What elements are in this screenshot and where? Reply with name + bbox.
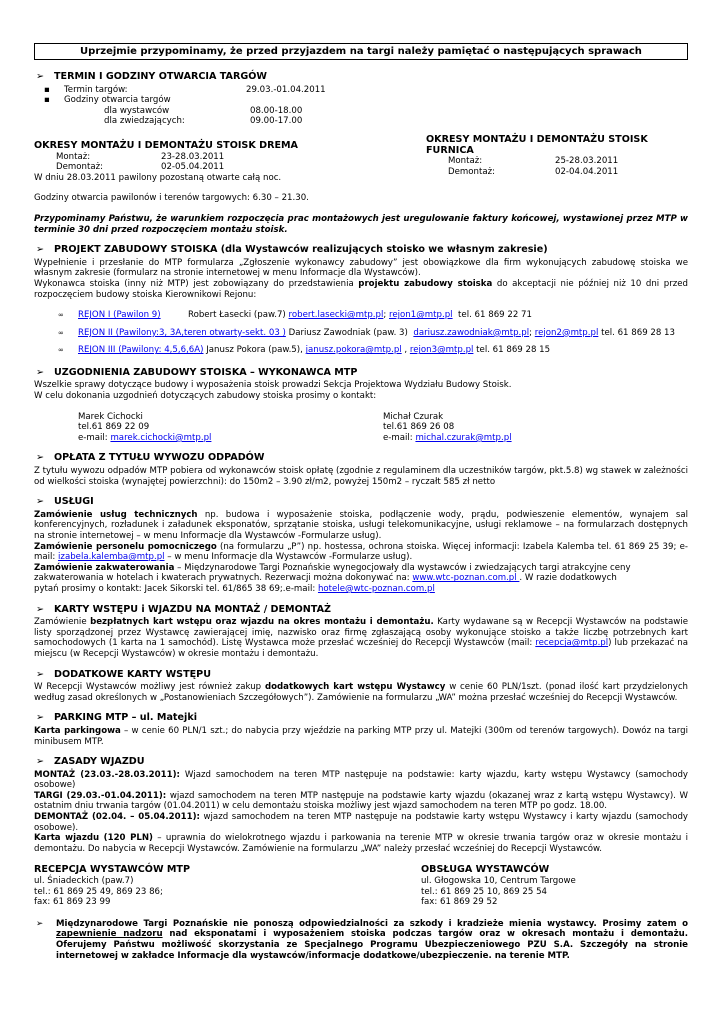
drema-heading: OKRESY MONTAŻU I DEMONTAŻU STOISK DREMA [34, 139, 298, 151]
uslugi-heading: ➢ USŁUGI [36, 496, 94, 508]
dodatkowe-heading: ➢ DODATKOWE KARTY WSTĘPU [36, 668, 211, 680]
arrow-bullet-icon: ➢ [36, 452, 45, 464]
recepcja-block: RECEPCJA WYSTAWCÓW MTP ul. Śniadeckich (paw.7) tel.: 61 869 25 49, 869 23 86; fax: 61 869 23 99 [34, 864, 190, 908]
payment-reminder: Przypominamy Państwu, że warunkiem rozpoczęcia prac montażowych jest uregulowanie faktury końcowej, wystawionej przez MTP w terminie 30 dni przed rozpoczęciem montażu stoisk. [34, 213, 688, 235]
kalemba-email-link[interactable]: izabela.kalemba@mtp.pl [58, 552, 165, 563]
arrow-bullet-icon: ➢ [36, 366, 45, 378]
projekt-heading: ➢ PROJEKT ZABUDOWY STOISKA (dla Wystawców realizujących stoisko we własnym zakresie) [36, 244, 548, 256]
furnica-block: OKRESY MONTAŻU I DEMONTAŻU STOISK FURNICA Montaż: 25-28.03.2011 Demontaż: 02-04.04.2011 [426, 135, 688, 183]
arrow-bullet-icon: ➢ [36, 756, 45, 768]
square-bullet-icon: ▪ [44, 95, 50, 106]
parking-paragraph: Karta parkingowa – w cenie 60 PLN/1 szt.; do nabycia przy wjeździe na parking MTP przy ul. Matejki (300m od terenów targowych). Dowóz na targi minibusem MTP. [34, 725, 688, 747]
rejon-2-email[interactable]: rejon2@mtp.pl [534, 327, 599, 338]
rejon-1-row: ∞ REJON I (Pawilon 9) Robert Łasecki (paw.7) robert.lasecki@mtp.pl ; rejon1@mtp.pl tel. 61 869 22 71 [58, 310, 532, 321]
rejon-2-email-personal[interactable]: dariusz.zawodniak@mtp.pl [413, 327, 530, 338]
contact-offices [34, 865, 688, 907]
opening-hours-note: Godziny otwarcia pawilonów i terenów targowych: 6.30 – 21.30. [34, 193, 309, 204]
infinity-bullet-icon: ∞ [58, 346, 64, 355]
rejon-2-label: REJON II (Pawilony:3, 3A,teren otwarty-sekt. 03 ) [78, 327, 286, 338]
rejon-3-email[interactable]: rejon3@mtp.pl [409, 345, 474, 356]
czurak-email-link[interactable]: michal.czurak@mtp.pl [415, 432, 512, 443]
parking-heading: ➢ PARKING MTP – ul. Matejki [36, 712, 197, 724]
contacts [78, 412, 688, 444]
projekt-paragraph-2: Wykonawca stoiska (inny niż MTP) jest zobowiązany do przedstawienia projektu zabudowy stoiska do akceptacji nie później niż 10 dni przed rozpoczęciem budowy stoiska Kierownikowi Rejonu: [34, 278, 688, 300]
document-page: Uprzejmie przypominamy, że przed przyjazdem na targi należy pamiętać o następujących sprawach ➢ TERMIN I GODZINY OTWARCIA TARGÓW ▪ Termin targów: 29.03.-01.04.2011 ▪ Godziny otwarcia targów dla wystawców 08.00-18.00 dla zwiedzających: 09.00-17.00 OKRESY MONTAŻU I DEMONTAŻU STOISK DREMA Montaż: 23-28.03.2011 Demontaż: 02-05.04.2011 W dniu 28.03.2011 pawilony pozostaną otwarte całą noc. OKRESY MONTAŻU I DEMONTAŻU STOISK FURNICA Montaż: 25-28.03.2011 Demontaż: 02-04.04.2011 Godziny otwarcia pawilonów i terenów targowych: 6.30 – 21.30. Przypominamy Państwu, że warunkiem rozpoczęcia prac montażowych jest uregulowanie faktury końcowej, wystawionej przez MTP w terminie 30 dni przed rozpoczęciem montażu stoisk. ➢ PROJEKT ZABUDOWY STOISKA (dla Wystawców realizujących stoisko we własnym zakresie) Wypełnienie i przesłanie do MTP formularza „Zgłoszenie wykonawcy zabudowy” jest obowiązkowe dla firm wykonujących zabudowę stoiska we własnym zakresie (formularz na stronie internetowej w menu Informacje dla Wystawców). Wykonawca stoiska (inny niż MTP) jest zobowiązany do przedstawienia projektu zabudowy stoiska do akceptacji nie później niż 10 dni przed rozpoczęciem budowy stoiska Kierownikowi Rejonu: ∞ REJON I (Pawilon 9) Robert Łasecki (paw.7) robert.lasecki@mtp.pl ; rejon1@mtp.pl tel. 61 869 22 71 ∞ REJON II (Pawilony:3, 3A,teren otwarty-sekt. 03 ) Dariusz Zawodniak (paw. 3) dariusz.zawodniak@mtp.pl ; rejon2@mtp.pl tel. 61 869 28 13 ∞ REJON III (Pawilony: 4,5,6,6A) Janusz Pokora (paw.5), janusz.pokora@mtp.pl , rejon3@mtp.pl tel. 61 869 28 15 ➢ UZGODNIENIA ZABUDOWY STOISKA – WYKONAWCA MTP Wszelkie sprawy dotyczące budowy i wyposażenia stoisk prowadzi Sekcja Projektowa Wydziału Budowy Stoisk. W celu dokonania uzgodnień dotyczących zabudowy stoiska prosimy o kontakt: Marek Cichocki tel.61 869 22 09 e-mail: marek.cichocki@mtp.pl Michał Czurak tel.61 869 26 08 e-mail: michal.czurak@mtp.pl ➢ OPŁATA Z TYTUŁU WYWOZU ODPADÓW Z tytułu wywozu odpadów MTP pobiera od wykonawców stoisk opłatę (zgodnie z regulaminem dla uczestników targów, pkt.5.8) wg stawek w zależności od wielkości stoiska (wynajętej powierzchni): do 150m2 – 3.90 zł/m2, powyżej 150m2 – ryczałt 585 zł netto ➢ USŁUGI Zamówienie usług technicznych np. budowa i wyposażenie stoiska, podłączenie wody, prądu, podwieszenie elementów, wynajem sal konferencyjnych, rozładunek i załadunek eksponatów, sprzątanie stoiska, usługi telekomunikacyjne, usługi reklamowe – na formularzach dostępnych na stronie internetowej – w menu Informacje dla Wystawców -Formularze usług). Zamówienie personelu pomocniczego (na formularzu „P”) np. hostessa, ochrona stoiska. Więcej informacji: Izabela Kalemba tel. 61 869 25 39; e-mail: izabela.kalemba@mtp.pl – w menu Informacje dla Wystawców -Formularze usług). Zamówienie zakwaterowania – Międzynarodowe Targi Poznańskie wynegocjowały dla wystawców i zwiedzających targi atrakcyjne ceny zakwaterowania w hotelach i kwaterach prywatnych. Rezerwacji można dokonywać na: www.wtc-poznan.com.pl . W razie dodatkowych pytań prosimy o kontakt: Jacek Sikorski tel. 61/865 38 69;.e-mail: hotele@wtc-poznan.com.pl ➢ KARTY WSTĘPU i WJAZDU NA MONTAŻ / DEMONTAŻ Zamówienie bezpłatnych kart wstępu oraz wjazdu na okres montażu i demontażu. Karty wydawane są w Recepcji Wystawców na podstawie listy sporządzonej przez Wystawcę zawierającej imię, nazwisko oraz firmę zgłaszającą osoby wykonujące stoisko a także liczbę potrzebnych kart samochodowych (1 karta na 1 samochód). Listę Wystawca może przesłać wcześniej do Recepcji Wystawców (mail: recepcja@mtp.pl) lub przekazać na miejscu (w Recepcji Wystawców) w okresie montażu i demontażu. ➢ DODATKOWE KARTY WSTĘPU W Recepcji Wystawców możliwy jest również zakup dodatkowych kart wstępu Wystawcy w cenie 60 PLN/1szt. (ponad ilość kart przydzielonych według zasad określonych w „Postanowieniach Szczegółowych”). Zamówienie na formularzu „WA” można przesłać wcześniej do Recepcji Wystawców. ➢ PARKING MTP – ul. Matejki Karta parkingowa – w cenie 60 PLN/1 szt.; do nabycia przy wjeździe na parking MTP przy ul. Matejki (300m od terenów targowych). Dowóz na targi minibusem MTP. ➢ ZASADY WJAZDU MONTAŻ (23.03.-28.03.2011): Wjazd samochodem na teren MTP następuje na podstawie: karty wjazdu, karty wstępu Wystawcy (samochody osobowe) TARGI (29.03.-01.04.2011): wjazd samochodem na teren MTP następuje na podstawie karty wjazdu (okazanej wraz z kartą wstępu Wystawcy). W ostatnim dniu trwania targów (01.04.2011) w celu demontażu stoiska możliwy jest wjazd samochodem na teren MTP po godz. 18.00. DEMONTAŻ (02.04. – 05.04.2011): wjazd samochodem na teren MTP następuje na podstawie karty wstępu Wystawcy i karty wjazdu (samochody osobowe). Karta wjazdu (120 PLN) – uprawnia do wielokrotnego wjazdu i parkowania na terenie MTP w okresie trwania targów oraz w okresie montażu i demontażu. Do nabycia w Recepcji Wystawców. Zamówienie na formularzu „WA” należy przesłać wcześniej do Recepcji Wystawców. RECEPCJA WYSTAWCÓW MTP ul. Śniadeckich (paw.7) tel.: 61 869 25 49, 869 23 86; fax: 61 869 23 99 OBSŁUGA WYSTAWCÓW ul. Głogowska 10, Centrum Targowe tel.: 61 869 25 10, 869 25 54 fax: 61 869 29 52 ➢ Międzynarodowe Targi Poznańskie nie ponoszą odpowiedzialności za szkody i kradzieże mienia wystawcy. Prosimy zatem o zapewnienie nadzoru nad eksponatami i wyposażeniem stoiska podczas targów oraz w okresach montażu i demontażu. Oferujemy Państwu możliwość skorzystania ze Specjalnego Programu Ubezpieczeniowego PZU S.A. Szczegóły na stronie internetowej w zakładce Informacje dla wystawców/informacje dodatkowe/ubezpieczenie. na terenie MTP. [34, 43, 688, 961]
zasady-karta-wjazdu: Karta wjazdu (120 PLN) – uprawnia do wielokrotnego wjazdu i parkowania na terenie MTP w okresie trwania targów oraz w okresie montażu i demontażu. Do nabycia w Recepcji Wystawców. Zamówienie na formularzu „WA” należy przesłać wcześniej do Recepcji Wystawców. [34, 833, 689, 854]
hotele-email-link[interactable]: hotele@wtc-poznan.com.pl [317, 583, 435, 594]
zasady-demontaz: DEMONTAŻ (02.04. – 05.04.2011): wjazd samochodem na teren MTP następuje na podstawie karty wstępu Wystawcy i karty wjazdu (samochody osobowe). [34, 812, 688, 833]
uslugi-staff: Zamówienie personelu pomocniczego (na formularzu „P”) np. hostessa, ochrona stoiska. Więcej informacji: Izabela Kalemba tel. 61 869 25 39; e-mail: izabela.kalemba@mtp.pl – w menu Informacje dla Wystawców -Formularze usług). [34, 541, 689, 563]
contact-cichocki: Marek Cichocki tel.61 869 22 09 e-mail: marek.cichocki@mtp.pl [78, 411, 212, 443]
drema-note: W dniu 28.03.2011 pawilony pozostaną otwarte całą noc. [34, 172, 282, 183]
cichocki-email-link[interactable]: marek.cichocki@mtp.pl [110, 432, 212, 443]
obsluga-block: OBSŁUGA WYSTAWCÓW ul. Głogowska 10, Centrum Targowe tel.: 61 869 25 10, 869 25 54 fax: 61 869 29 52 [421, 864, 576, 908]
rejon-3-row: ∞ REJON III (Pawilony: 4,5,6,6A) Janusz Pokora (paw.5), janusz.pokora@mtp.pl , rejon3@mtp.pl tel. 61 869 28 15 [58, 345, 551, 356]
rejon-1-label: REJON I (Pawilon 9) [78, 310, 161, 321]
termin-row-visitors: dla zwiedzających: 09.00-17.00 [104, 116, 303, 127]
oplata-heading: ➢ OPŁATA Z TYTUŁU WYWOZU ODPADÓW [36, 452, 265, 464]
rejon-2-row: ∞ REJON II (Pawilony:3, 3A,teren otwarty-sekt. 03 ) Dariusz Zawodniak (paw. 3) dariusz.zawodniak@mtp.pl ; rejon2@mtp.pl tel. 61 869 28 13 [58, 327, 675, 338]
dodatkowe-paragraph: W Recepcji Wystawców możliwy jest również zakup dodatkowych kart wstępu Wystawcy w cenie 60 PLN/1szt. (ponad ilość kart przydzielonych według zasad określonych w „Postanowieniach Szczegółowych”). Zamówienie na formularzu „WA” można przesłać wcześniej do Recepcji Wystawców. [34, 682, 689, 703]
wtc-website-link[interactable]: www.wtc-poznan.com.pl [412, 573, 520, 584]
termin-row-exhibitors: dla wystawców 08.00-18.00 [104, 105, 303, 116]
arrow-bullet-icon: ➢ [36, 244, 45, 256]
rejon-3-label: REJON III (Pawilony: 4,5,6,6A) [78, 345, 204, 356]
zasady-targi: TARGI (29.03.-01.04.2011): wjazd samochodem na teren MTP następuje na podstawie karty wjazdu (okazanej wraz z kartą wstępu Wystawcy). W ostatnim dniu trwania targów (01.04.2011) w celu demontażu stoiska możliwy jest wjazd samochodem na teren MTP po godz. 18.00. [34, 790, 688, 812]
assembly-periods [34, 135, 688, 183]
rejon-1-email[interactable]: rejon1@mtp.pl [389, 310, 453, 321]
zasady-heading: ➢ ZASADY WJAZDU [36, 756, 145, 768]
uslugi-accommodation: Zamówienie zakwaterowania – Międzynarodowe Targi Poznańskie wynegocjowały dla wystawców i zwiedzających targi atrakcyjne ceny zakwaterowania w hotelach i kwaterach prywatnych. Rezerwacji można dokonywać na: www.wtc-poznan.com.pl . W razie dodatkowych pytań prosimy o kontakt: Jacek Sikorski tel. 61/865 38 69;.e-mail: hotele@wtc-poznan.com.pl [34, 562, 631, 594]
uzgodnienia-heading: ➢ UZGODNIENIA ZABUDOWY STOISKA – WYKONAWCA MTP [36, 366, 358, 378]
projekt-paragraph-1: Wypełnienie i przesłanie do MTP formularza „Zgłoszenie wykonawcy zabudowy” jest obowiązkowe dla firm wykonujących zabudowę stoiska we własnym zakresie (formularz na stronie internetowej w menu Informacje dla Wystawców). [34, 257, 688, 279]
reminder-banner: Uprzejmie przypominamy, że przed przyjazdem na targi należy pamiętać o następujących sprawach [34, 43, 688, 60]
termin-row-dates: ▪ Termin targów: 29.03.-01.04.2011 [44, 84, 326, 95]
arrow-bullet-icon: ➢ [36, 71, 45, 82]
square-bullet-icon: ▪ [44, 84, 50, 95]
oplata-paragraph: Z tytułu wywozu odpadów MTP pobiera od wykonawców stoisk opłatę (zgodnie z regulaminem dla uczestników targów, pkt.5.8) wg stawek w zależności od wielkości stoiska (wynajętej powierzchni): do 150m2 – 3.90 zł/m2, powyżej 150m2 – ryczałt 585 zł netto [34, 466, 688, 487]
arrow-bullet-icon: ➢ [36, 668, 45, 680]
disclaimer: ➢ Międzynarodowe Targi Poznańskie nie ponoszą odpowiedzialności za szkody i kradzieże mienia wystawcy. Prosimy zatem o zapewnienie nadzoru nad eksponatami i wyposażeniem stoiska podczas targów oraz w okresach montażu i demontażu. Oferujemy Państwu możliwość skorzystania ze Specjalnego Programu Ubezpieczeniowego PZU S.A. Szczegóły na stronie internetowej w zakładce Informacje dla wystawców/informacje dodatkowe/ubezpieczenie. na terenie MTP. [36, 918, 688, 961]
contact-czurak: Michał Czurak tel.61 869 26 08 e-mail: michal.czurak@mtp.pl [383, 411, 512, 443]
arrow-bullet-icon: ➢ [36, 603, 45, 615]
termin-heading: ➢ TERMIN I GODZINY OTWARCIA TARGÓW [36, 71, 267, 82]
infinity-bullet-icon: ∞ [58, 328, 64, 337]
drema-block: OKRESY MONTAŻU I DEMONTAŻU STOISK DREMA Montaż: 23-28.03.2011 Demontaż: 02-05.04.2011 W dniu 28.03.2011 pawilony pozostaną otwarte całą noc. [34, 139, 298, 183]
arrow-bullet-icon: ➢ [36, 918, 44, 929]
recepcja-email-link[interactable]: recepcja@mtp.pl [535, 638, 609, 649]
arrow-bullet-icon: ➢ [36, 712, 45, 724]
infinity-bullet-icon: ∞ [58, 311, 64, 320]
uslugi-technical: Zamówienie usług technicznych np. budowa i wyposażenie stoiska, podłączenie wody, prądu, podwieszenie elementów, wynajem sal konferencyjnych, rozładunek i załadunek eksponatów, sprzątanie stoiska, usługi telekomunikacyjne, usługi reklamowe – na formularzach dostępnych na stronie internetowej – w menu Informacje dla Wystawców -Formularze usług). [34, 509, 688, 541]
arrow-bullet-icon: ➢ [36, 496, 45, 508]
termin-row-hours: ▪ Godziny otwarcia targów [44, 95, 171, 106]
rejon-1-email-personal[interactable]: robert.lasecki@mtp.pl [288, 310, 384, 321]
rejon-3-email-personal[interactable]: janusz.pokora@mtp.pl [305, 345, 402, 356]
zasady-montaz: MONTAŻ (23.03.-28.03.2011): Wjazd samochodem na teren MTP następuje na podstawie: karty wjazdu, karty wstępu Wystawcy (samochody osobowe) [34, 769, 689, 791]
karty-heading: ➢ KARTY WSTĘPU i WJAZDU NA MONTAŻ / DEMONTAŻ [36, 603, 331, 615]
furnica-heading: OKRESY MONTAŻU I DEMONTAŻU STOISK FURNICA [426, 133, 648, 156]
karty-paragraph: Zamówienie bezpłatnych kart wstępu oraz wjazdu na okres montażu i demontażu. Karty wydawane są w Recepcji Wystawców na podstawie listy sporządzonej przez Wystawcę zawierającej imię, nazwisko oraz firmę zgłaszającą osoby wykonujące stoisko a także liczbę potrzebnych kart samochodowych (1 karta na 1 samochód). Listę Wystawca może przesłać wcześniej do Recepcji Wystawców (mail: recepcja@mtp.pl) lub przekazać na miejscu (w Recepcji Wystawców) w okresie montażu i demontażu. [34, 617, 688, 659]
